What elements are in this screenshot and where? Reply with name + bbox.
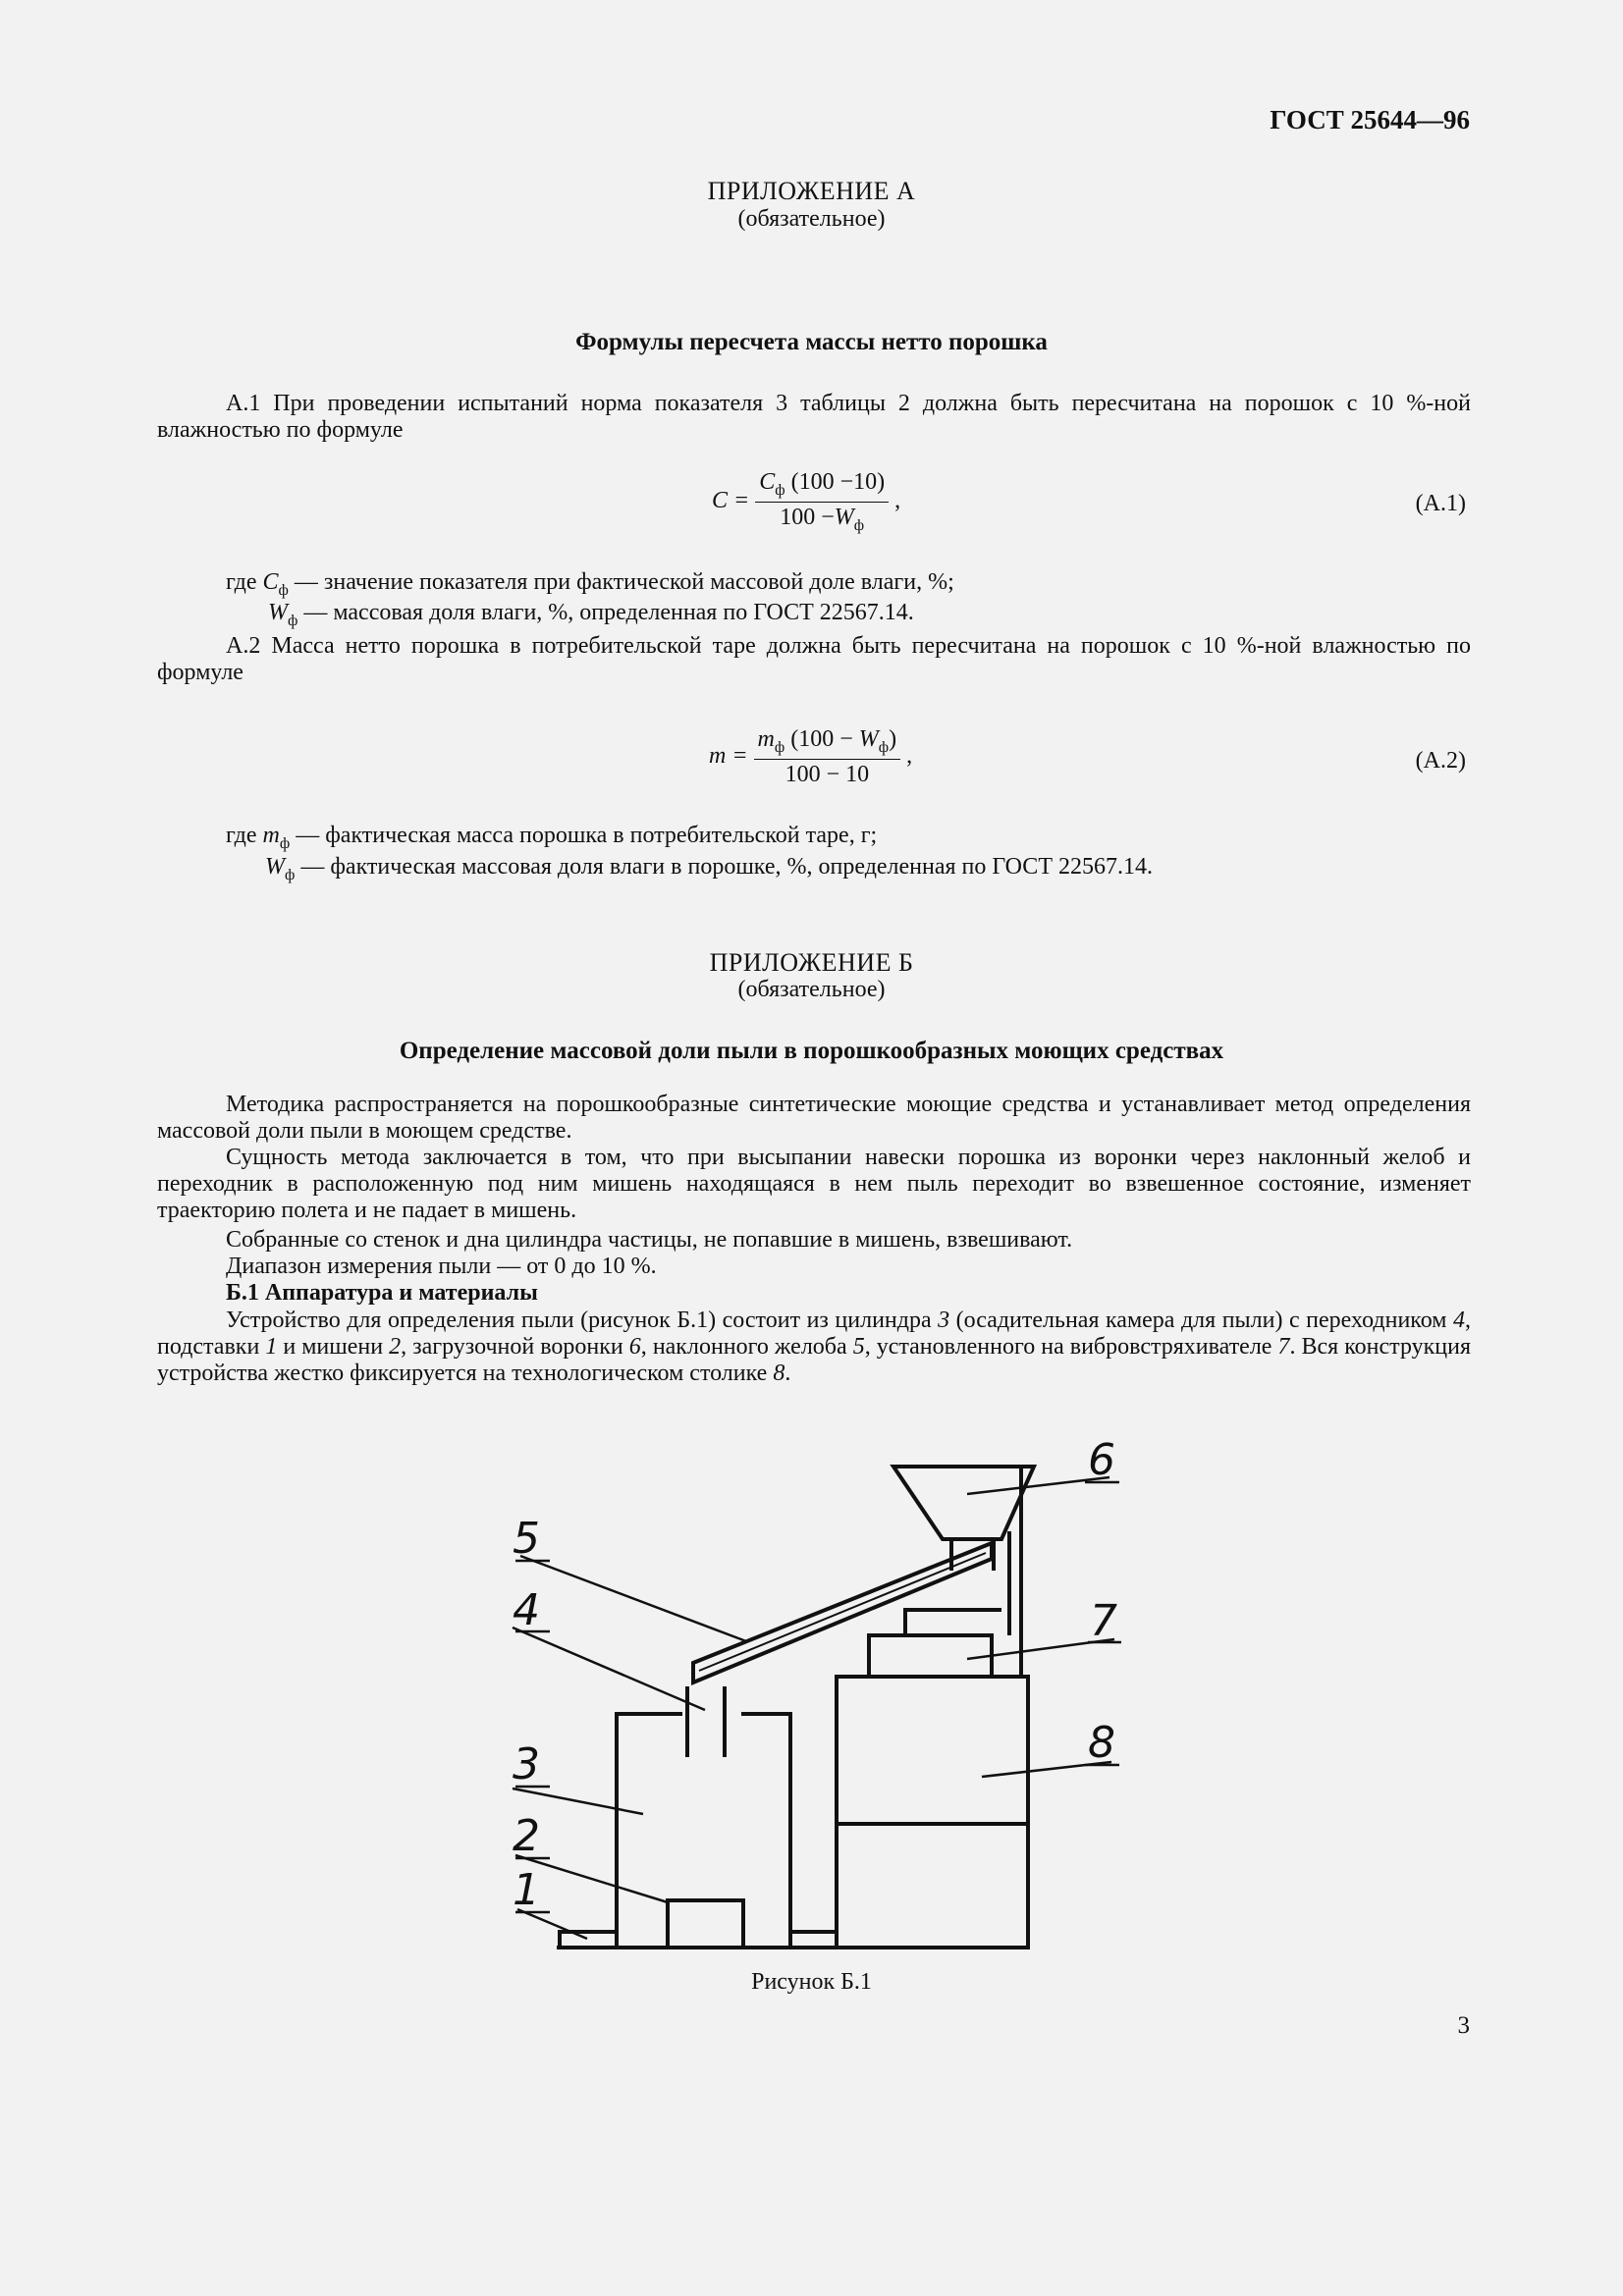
p5-ref-7: 7 [1277, 1334, 1290, 1360]
funnel-6 [893, 1467, 1034, 1539]
p5-text-i: . [784, 1361, 791, 1386]
eq1-num-rest: (100 −10) [784, 469, 886, 495]
eq2-num-end: ) [889, 726, 897, 752]
where1-prefix: где [226, 569, 257, 595]
page-number: 3 [1457, 2012, 1470, 2039]
eq1-num-symbol: C [759, 469, 776, 495]
eq2-lhs: m = [709, 742, 748, 769]
where1-sub: ф [278, 581, 289, 599]
eq2-num-sub: ф [774, 738, 785, 756]
where4-text: — фактическая массовая доля влаги в порошке, %, определенная по ГОСТ 22567.14. [295, 854, 1153, 880]
eq1-den-symbol: W [834, 504, 854, 530]
figure-label-2: 2 [513, 1811, 540, 1861]
appendix-a-paragraph-2: А.2 Масса нетто порошка в потребительской таре должна быть пересчитана на порошок с 10 %-ной влажностью по формуле [157, 633, 1471, 685]
appendix-b-paragraph-1: Методика распространяется на порошкообразные синтетические моющие средства и устанавливает метод определения массовой доли пыли в моющем средстве. [157, 1092, 1471, 1144]
appendix-a-paragraph-1: А.1 При проведении испытаний норма показателя 3 таблицы 2 должна быть пересчитана на порошок с 10 %-ной влажностью по формуле [157, 391, 1471, 443]
where4-symbol: W [265, 854, 285, 880]
figure-label-4: 4 [513, 1585, 540, 1635]
where3-symbol: m [262, 823, 280, 848]
appendix-a-title: ПРИЛОЖЕНИЕ А [707, 177, 916, 205]
appendix-b-paragraph-3: Собранные со стенок и дна цилиндра частицы, не попавшие в мишень, взвешивают. [226, 1227, 1073, 1253]
p5-ref-1: 1 [265, 1334, 278, 1360]
where4-sub: ф [285, 866, 296, 883]
p5-text-d: и мишени [277, 1334, 390, 1360]
p5-ref-3: 3 [938, 1308, 950, 1333]
where2-text: — массовая доля влаги, %, определенная по ГОСТ 22567.14. [298, 600, 914, 625]
leader-5 [520, 1556, 746, 1641]
appendix-b-subtitle: (обязательное) [737, 977, 886, 1002]
table-8 [837, 1677, 1028, 1948]
appendix-a-subtitle: (обязательное) [737, 206, 886, 232]
p5-text-c: , подставки [157, 1308, 1471, 1360]
eq2-tail: , [906, 742, 913, 769]
equation-a2-number: (А.2) [1415, 748, 1466, 774]
p5-ref-5: 5 [852, 1334, 865, 1360]
appendix-b-paragraph-4: Диапазон измерения пыли — от 0 до 10 %. [226, 1254, 657, 1279]
eq1-den-pre: 100 − [780, 504, 835, 530]
figure-label-8: 8 [1088, 1718, 1115, 1768]
figure-label-3: 3 [513, 1739, 540, 1789]
figure-caption: Рисунок Б.1 [751, 1969, 872, 1995]
p5-text-e: , загрузочной воронки [401, 1334, 629, 1360]
appendix-b-paragraph-2: Сущность метода заключается в том, что при высыпании навески порошка из воронки через наклонный желоб и переходник в расположенную под ним мишень находящаяся в нем пыль переходит во взвешенное состояние, изменяет траекторию полета и не падает в мишень. [157, 1145, 1471, 1223]
where2-sub: ф [288, 612, 298, 629]
figure-label-6: 6 [1088, 1435, 1115, 1485]
section-b1-heading: Б.1 Аппаратура и материалы [226, 1280, 538, 1306]
p5-ref-6: 6 [628, 1334, 641, 1360]
figure-label-7: 7 [1090, 1596, 1117, 1646]
vibrator-7 [869, 1635, 992, 1677]
cylinder-left-top [617, 1714, 682, 1948]
p5-text-f: , наклонного желоба [640, 1334, 853, 1360]
equation-a1-number: (А.1) [1415, 491, 1466, 516]
p5-ref-4: 4 [1452, 1308, 1465, 1333]
appendix-b-title: ПРИЛОЖЕНИЕ Б [709, 948, 914, 977]
p5-text-b: (осадительная камера для пыли) с переходником [949, 1308, 1453, 1333]
cylinder-right-top [741, 1714, 790, 1948]
eq1-tail: , [894, 487, 901, 513]
eq2-num-symbol: m [757, 726, 775, 752]
eq2-num-mid: (100 − [784, 726, 859, 752]
eq2-num-symbol-2: W [858, 726, 879, 752]
eq1-den-sub: ф [853, 516, 865, 534]
where3-sub: ф [279, 834, 291, 852]
where1-text: — значение показателя при фактической массовой доле влаги, %; [288, 569, 954, 595]
appendix-b-heading: Определение массовой доли пыли в порошкообразных моющих средствах [399, 1038, 1224, 1064]
vibrator-upper [905, 1610, 1001, 1635]
where1-symbol: C [262, 569, 279, 595]
leader-4 [513, 1628, 705, 1710]
appendix-a-heading: Формулы пересчета массы нетто порошка [575, 329, 1048, 355]
stand-1 [560, 1932, 617, 1948]
eq2-denominator: 100 − 10 [784, 761, 870, 787]
where2-symbol: W [268, 600, 288, 625]
eq2-num-sub-2: ф [878, 738, 890, 756]
p5-ref-8: 8 [773, 1361, 785, 1386]
p5-ref-2: 2 [389, 1334, 402, 1360]
figure-label-1: 1 [513, 1865, 540, 1915]
base-block [790, 1932, 837, 1948]
document-header: ГОСТ 25644—96 [1270, 105, 1470, 134]
p5-text-h: . Вся конструкция устройства жестко фиксируется на технологическом столике [157, 1334, 1472, 1386]
p5-text-g: , установленного на вибровстряхивателе [864, 1334, 1278, 1360]
where3-prefix: где [226, 823, 257, 848]
target-2 [668, 1900, 743, 1948]
eq1-num-sub: ф [775, 481, 785, 499]
p5-text-a: Устройство для определения пыли (рисунок Б.1) состоит из цилиндра [226, 1308, 939, 1333]
where3-text: — фактическая масса порошка в потребительской таре, г; [290, 823, 878, 848]
eq1-lhs: C = [712, 487, 750, 513]
figure-label-5: 5 [513, 1514, 540, 1564]
